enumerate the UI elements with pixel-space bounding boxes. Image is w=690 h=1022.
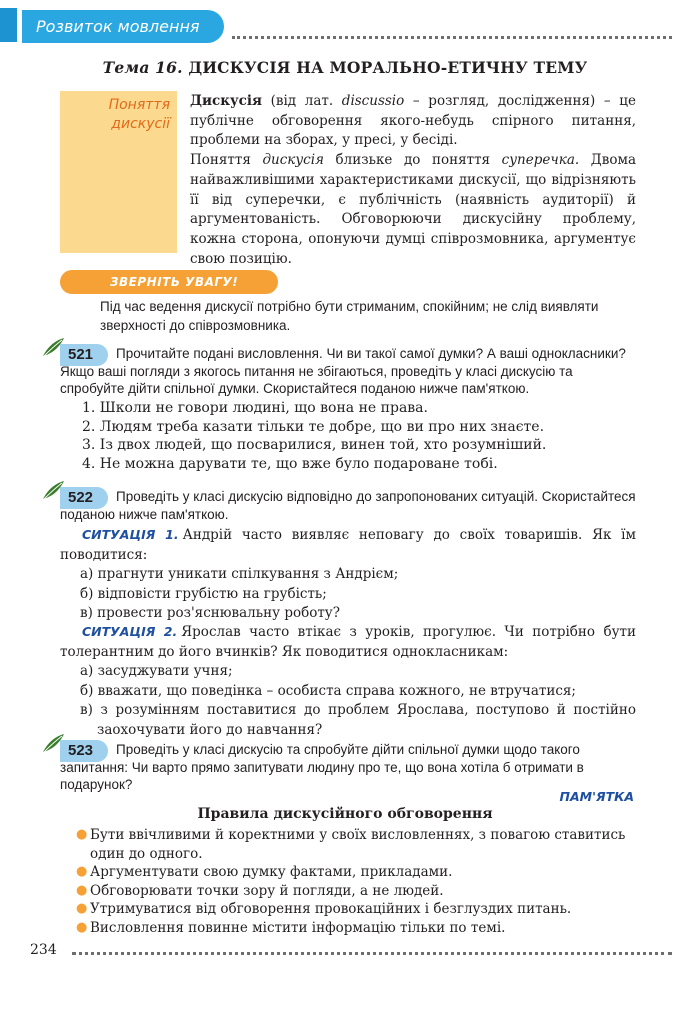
list-item: 2. Людям треба казати тільки те добре, що ви про них знаєте. (82, 418, 545, 435)
header-dotted-rule (232, 36, 672, 39)
exercise-number-523: 523 (60, 740, 108, 762)
exercise-number-522: 522 (60, 487, 108, 509)
rule-text: Бути ввічливими й коректними у своїх висловленнях, з повагою ставитись один до одного. (90, 827, 626, 862)
memo-label: ПАМ'ЯТКА (559, 789, 634, 804)
rule-item (74, 863, 640, 882)
concept-label-line2: дискусії (111, 116, 170, 132)
attention-badge: ЗВЕРНІТЬ УВАГУ! (60, 270, 278, 294)
rule-text: Висловлення повинне містити інформацію тільки по темі. (90, 919, 506, 936)
exercise-522-text: Проведіть у класі дискусію відповідно до запропонованих ситуацій. Скористайтеся поданою нижче пам'яткою. (60, 489, 636, 522)
concept-definition (190, 92, 636, 269)
statements-list (82, 399, 622, 473)
situation-2-text: Ярослав часто втікає з уроків, прогулює. Чи потрібно бути толерантним до його вчинків? Як поводитися однокласникам: (60, 624, 636, 660)
rule-text: Утримуватися від обговорення провокаційних і безглуздих питань. (90, 901, 572, 918)
term-italic: дискусія (262, 152, 324, 169)
concept-paragraph-1 (190, 92, 636, 151)
bullet-icon: ● (76, 827, 88, 842)
situation-2-label: СИТУАЦІЯ 2. (82, 624, 178, 639)
concept-text-part: Двома найважливішими характеристиками дискусії, що відрізняють її від суперечки, є публічність (наявність аудиторії) й аргументованість. Обговорюючи дискусійну проблему, кожна сторона, опонуючи думці співрозмовника, аргументує свою позицію. (190, 152, 636, 267)
option-item: в) з розумінням поставитися до проблем Ярослава, поступово й постійно заохочувати його до навчання? (80, 702, 636, 738)
bullet-icon: ● (76, 901, 88, 917)
rule-text: Обговорювати точки зору й погляди, а не людей. (90, 882, 444, 899)
concept-text-part: Поняття (190, 152, 263, 169)
list-item: 4. Не можна дарувати те, що вже було подароване тобі. (82, 455, 498, 472)
header-tab (0, 8, 17, 42)
footer-dotted-rule (72, 952, 672, 955)
concept-text-part: (від лат. (261, 93, 342, 109)
option-item: в) провести роз'яснювальну роботу? (80, 605, 340, 621)
situation-2-statement (60, 622, 636, 662)
page-number: 234 (30, 942, 57, 958)
bullet-icon: ● (76, 882, 88, 898)
concept-text-part: – розгляд, дослідження) – це публічне обговорення якого-небудь спірного питання, проблеми на зборах, у пресі, у бесіді. (190, 93, 636, 149)
rule-text: Аргументувати свою думку фактами, прикладами. (90, 864, 453, 881)
topic-title (0, 58, 690, 77)
exercise-523-text: Проведіть у класі дискусію та спробуйте дійти спільної думки щодо такого запитання: Чи варто прямо запитувати людину про те, що вона хотіла б отримати в подарунок? (60, 742, 584, 792)
option-item: а) засуджувати учня; (80, 663, 233, 679)
attention-text: Під час ведення дискусії потрібно бути стриманим, спокійним; не слід виявляти зверхності до співрозмовника. (100, 299, 599, 333)
exercise-number-521: 521 (60, 344, 108, 366)
exercise-521-text: Прочитайте подані висловлення. Чи ви такої самої думки? А ваші однокласники? Якщо ваші погляди з якогось питання не збігаються, проведіть у класі дискусію та спробуйте дійти спільної думки. Скористайтеся поданою нижче пам'яткою. (60, 346, 626, 396)
concept-label (66, 96, 170, 134)
list-item: 1. Школи не говори людині, що вона не права. (82, 400, 428, 416)
situation-1-statement (60, 525, 636, 565)
latin-term: discussio (341, 93, 405, 109)
memo-title: Правила дискусійного обговорення (197, 806, 493, 822)
rule-item (74, 882, 640, 901)
section-banner: Розвиток мовлення (22, 10, 224, 43)
bullet-icon: ● (76, 919, 88, 935)
rules-list (74, 826, 640, 938)
term-discussion: Дискусія (190, 93, 262, 109)
situation-1-text: Андрій часто виявляє неповагу до своїх товаришів. Як їм поводитися: (60, 527, 636, 563)
situation-1 (60, 525, 636, 624)
option-item: а) прагнути уникати спілкування з Андрієм; (80, 566, 399, 582)
topic-heading: ДИСКУСІЯ НА МОРАЛЬНО-ЕТИЧНУ ТЕМУ (188, 58, 588, 77)
concept-paragraph-2 (190, 151, 636, 269)
bullet-icon: ● (76, 864, 88, 880)
concept-label-line1: Поняття (108, 97, 170, 113)
situation-1-label: СИТУАЦІЯ 1. (82, 527, 179, 542)
rule-item (74, 919, 640, 938)
rule-item (74, 826, 640, 863)
rule-item (74, 900, 640, 919)
topic-prefix: Тема 16. (102, 58, 183, 77)
concept-text-part: близьке до поняття (323, 152, 502, 169)
option-item: б) відповісти грубістю на грубість; (80, 585, 327, 602)
option-item: б) вважати, що поведінка – особиста справа кожного, не втручатися; (80, 682, 576, 699)
list-item: 3. Із двох людей, що посварилися, винен той, хто розумніший. (82, 437, 547, 453)
term-italic: суперечка. (501, 152, 580, 169)
situation-2 (60, 622, 636, 740)
